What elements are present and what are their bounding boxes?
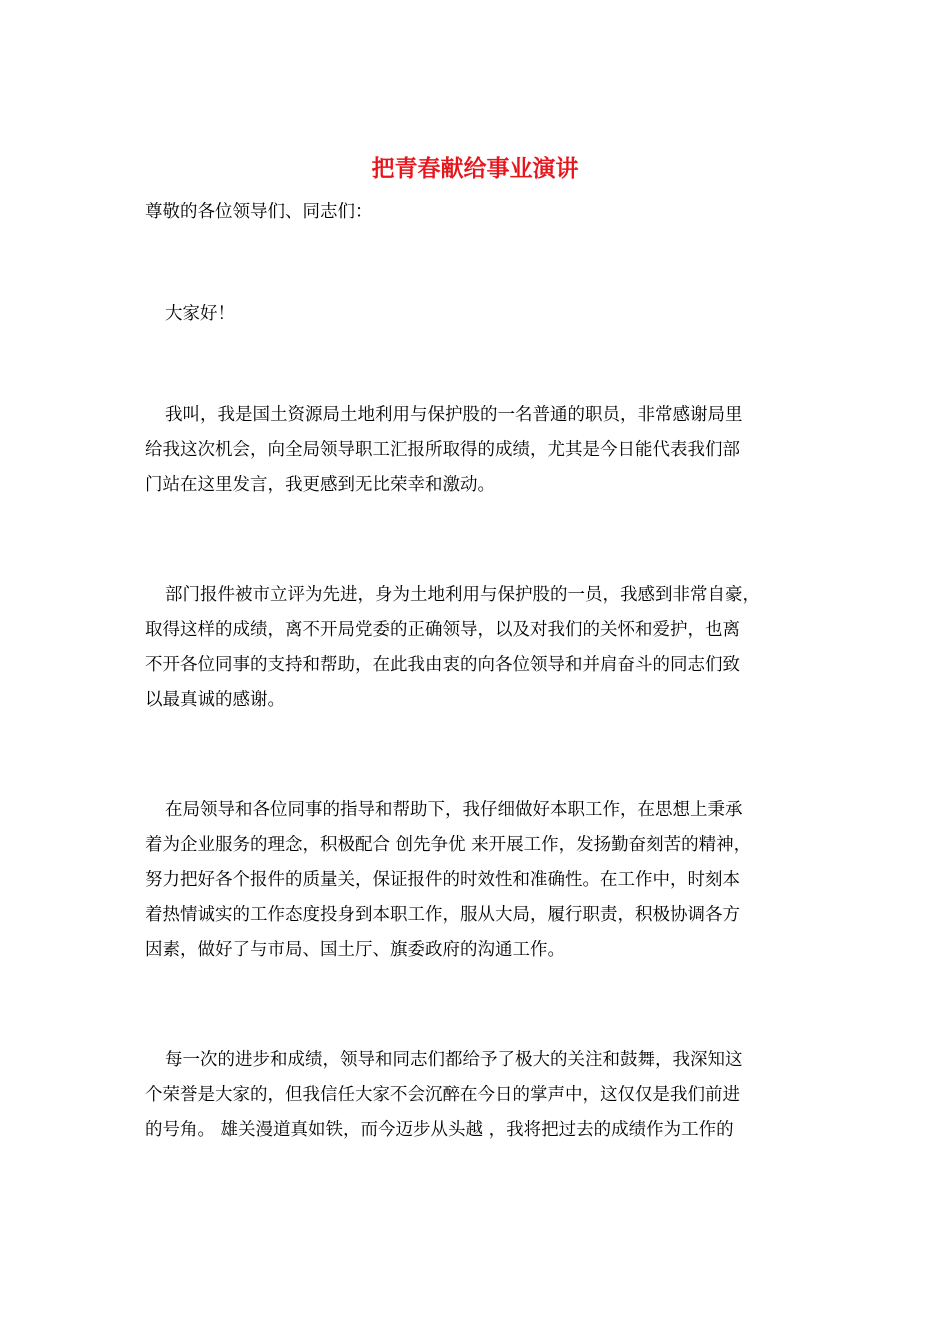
document-title: 把青春献给事业演讲 (371, 155, 579, 182)
paragraph-line: 部门报件被市立评为先进，身为土地利用与保护股的一员，我感到非常自豪， (165, 585, 760, 605)
paragraph-line: 因素，做好了与市局、国土厅、旗委政府的沟通工作。 (145, 940, 565, 960)
paragraph-line: 给我这次机会，向全局领导职工汇报所取得的成绩，尤其是今日能代表我们部 (145, 440, 740, 460)
salutation: 尊敬的各位领导们、同志们： (145, 202, 373, 222)
paragraph-work (145, 793, 807, 968)
paragraph-line: 着为企业服务的理念，积极配合 创先争优 来开展工作，发扬勤奋刻苦的精神， (145, 835, 752, 855)
paragraph-line: 大家好！ (165, 304, 235, 324)
paragraph-line: 门站在这里发言，我更感到无比荣幸和激动。 (145, 475, 495, 495)
paragraph-line: 以最真诚的感谢。 (145, 690, 285, 710)
paragraph-line: 取得这样的成绩，离不开局党委的正确领导，以及对我们的关怀和爱护，也离 (145, 620, 740, 640)
paragraph-gratitude (145, 578, 807, 718)
paragraph-line: 着热情诚实的工作态度投身到本职工作，服从大局，履行职责，积极协调各方 (145, 905, 740, 925)
paragraph-line: 在局领导和各位同事的指导和帮助下，我仔细做好本职工作，在思想上秉承 (165, 800, 743, 820)
paragraph-line: 个荣誉是大家的，但我信任大家不会沉醉在今日的掌声中，这仅仅是我们前进 (145, 1085, 740, 1105)
paragraph-greeting (145, 297, 807, 332)
paragraph-line: 每一次的进步和成绩，领导和同志们都给予了极大的关注和鼓舞，我深知这 (165, 1050, 743, 1070)
paragraph-line: 的号角。 雄关漫道真如铁，而今迈步从头越 ，我将把过去的成绩作为工作的 (145, 1120, 734, 1140)
paragraph-future (145, 1043, 807, 1148)
paragraph-line: 不开各位同事的支持和帮助，在此我由衷的向各位领导和并肩奋斗的同志们致 (145, 655, 740, 675)
paragraph-line: 努力把好各个报件的质量关，保证报件的时效性和准确性。在工作中，时刻本 (145, 870, 740, 890)
paragraph-introduction (145, 398, 807, 503)
paragraph-line: 我叫，我是国土资源局土地利用与保护股的一名普通的职员，非常感谢局里 (165, 405, 743, 425)
